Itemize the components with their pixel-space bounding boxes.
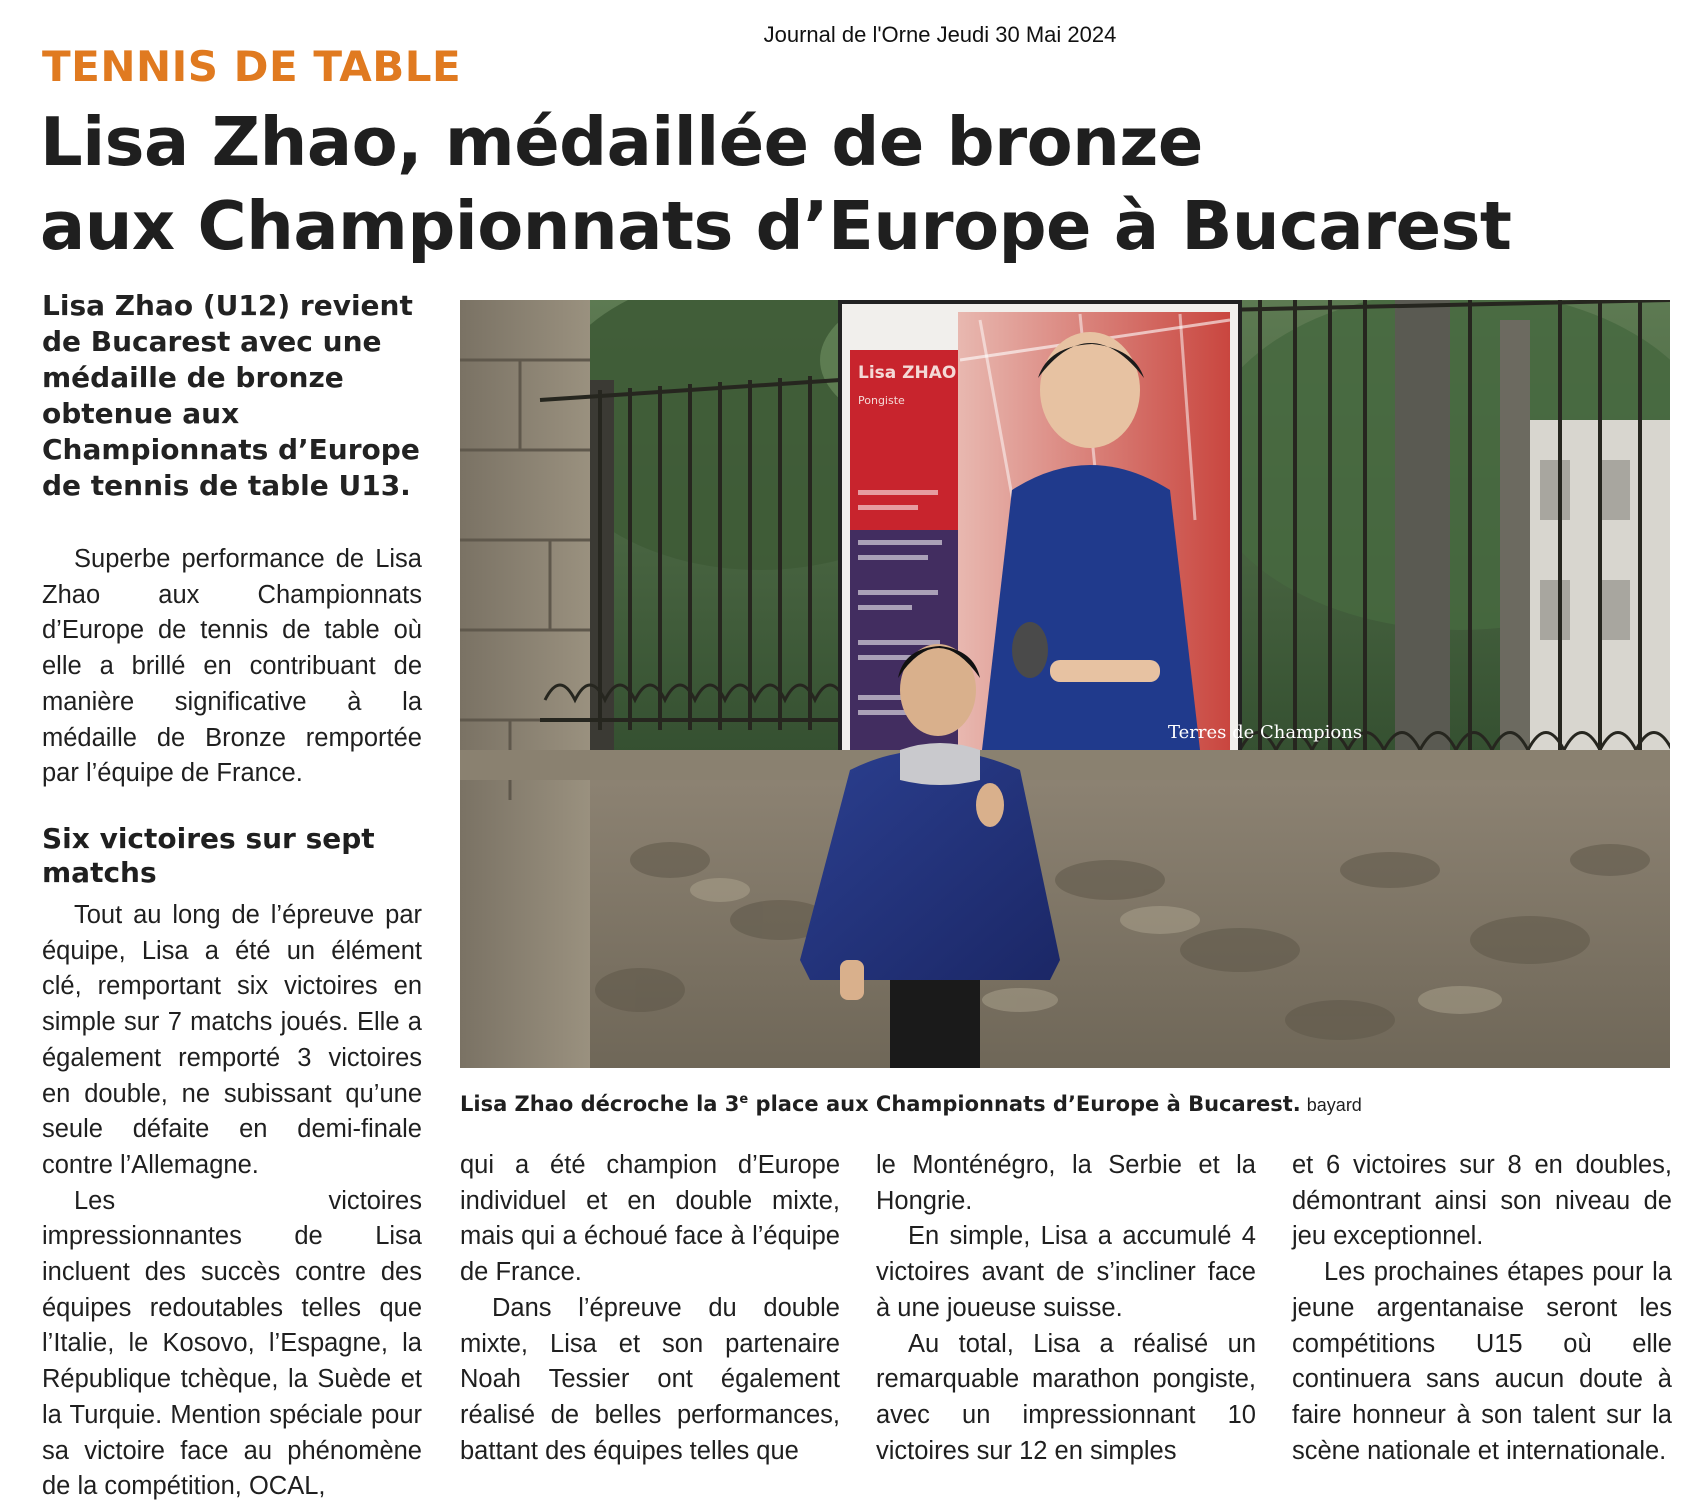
tree-trunk xyxy=(1395,300,1450,820)
headline xyxy=(40,100,1660,268)
column-2 xyxy=(460,1148,840,1469)
caption-text xyxy=(460,1092,1301,1116)
column-4 xyxy=(1292,1148,1672,1469)
caption-after-sup: place aux Championnats d’Europe à Bucarest. xyxy=(748,1092,1301,1116)
body-paragraph-5-end: et 6 victoires sur 8 en doubles, démontrant ainsi son niveau de jeu exceptionnel. xyxy=(1292,1151,1672,1251)
headline-line-2: aux Championnats d’Europe à Bucarest xyxy=(40,187,1512,265)
caption-before-sup: Lisa Zhao décroche la 3 xyxy=(460,1092,740,1116)
column-3 xyxy=(876,1148,1256,1469)
poster-name: Lisa ZHAO xyxy=(858,363,957,383)
article-photo xyxy=(460,300,1670,1068)
headline-line-1: Lisa Zhao, médaillée de bronze xyxy=(40,103,1203,181)
column-1-intro xyxy=(42,542,422,792)
body-paragraph-2-end: qui a été champion d’Europe individuel et en double mixte, mais qui a échoué face à l’équipe de France. xyxy=(460,1151,840,1287)
body-paragraph-5-start: Au total, Lisa a réalisé un remarquable marathon pongiste, avec un impressionnant 10 victoires sur 12 en simples xyxy=(876,1329,1256,1465)
subheading: Six victoires sur sept matchs xyxy=(42,822,375,889)
body-paragraph-6: Les prochaines étapes pour la jeune argentanaise seront les compétitions U15 où elle continuera sans aucun doute à faire honneur à son talent sur la scène nationale et internationale. xyxy=(1292,1258,1672,1465)
body-paragraph-3-start: Dans l’épreuve du double mixte, Lisa et son partenaire Noah Tessier ont également réalisé de belles performances, battant des équipes telles que xyxy=(460,1293,840,1465)
caption-sup: e xyxy=(739,1092,749,1107)
dateline: Journal de l'Orne Jeudi 30 Mai 2024 xyxy=(763,22,1117,47)
column-1-body xyxy=(42,898,422,1505)
poster-sub: Pongiste xyxy=(858,394,905,407)
stone-pillar xyxy=(460,300,590,1068)
body-paragraph-4: En simple, Lisa a accumulé 4 victoires avant de s’incliner face à une joueuse suisse. xyxy=(876,1222,1256,1322)
body-paragraph-1: Tout au long de l’épreuve par équipe, Lisa a été un élément clé, remportant six victoires en simple sur 7 matchs joués. Elle a également remporté 3 victoires en double, ne subissant qu’une seule défaite en demi-finale contre l’Allemagne. xyxy=(42,901,422,1179)
photo-credit: bayard xyxy=(1306,1095,1362,1115)
body-paragraph-3-end: le Monténégro, la Serbie et la Hongrie. xyxy=(876,1151,1256,1215)
lead-paragraph: Lisa Zhao (U12) revient de Bucarest avec une médaille de bronze obtenue aux Championnats d’Europe de tennis de table U13. xyxy=(42,289,420,502)
section-kicker: TENNIS DE TABLE xyxy=(42,42,462,91)
photo-caption xyxy=(460,1092,1670,1116)
poster-brand: Terres de Champions xyxy=(1168,722,1363,743)
body-paragraph-2-start: Les victoires impressionnantes de Lisa incluent des succès contre des équipes redoutables telles que l’Italie, le Kosovo, l’Espagne, la République tchèque, la Suède et la Turquie. Mention spéciale pour sa victoire face au phénomène de la compétition, OCAL, xyxy=(42,1186,422,1501)
intro-paragraph: Superbe performance de Lisa Zhao aux Championnats d’Europe de tennis de table où elle a brillé en contribuant de manière significative à la médaille de Bronze remportée par l’équipe de France. xyxy=(42,545,422,788)
